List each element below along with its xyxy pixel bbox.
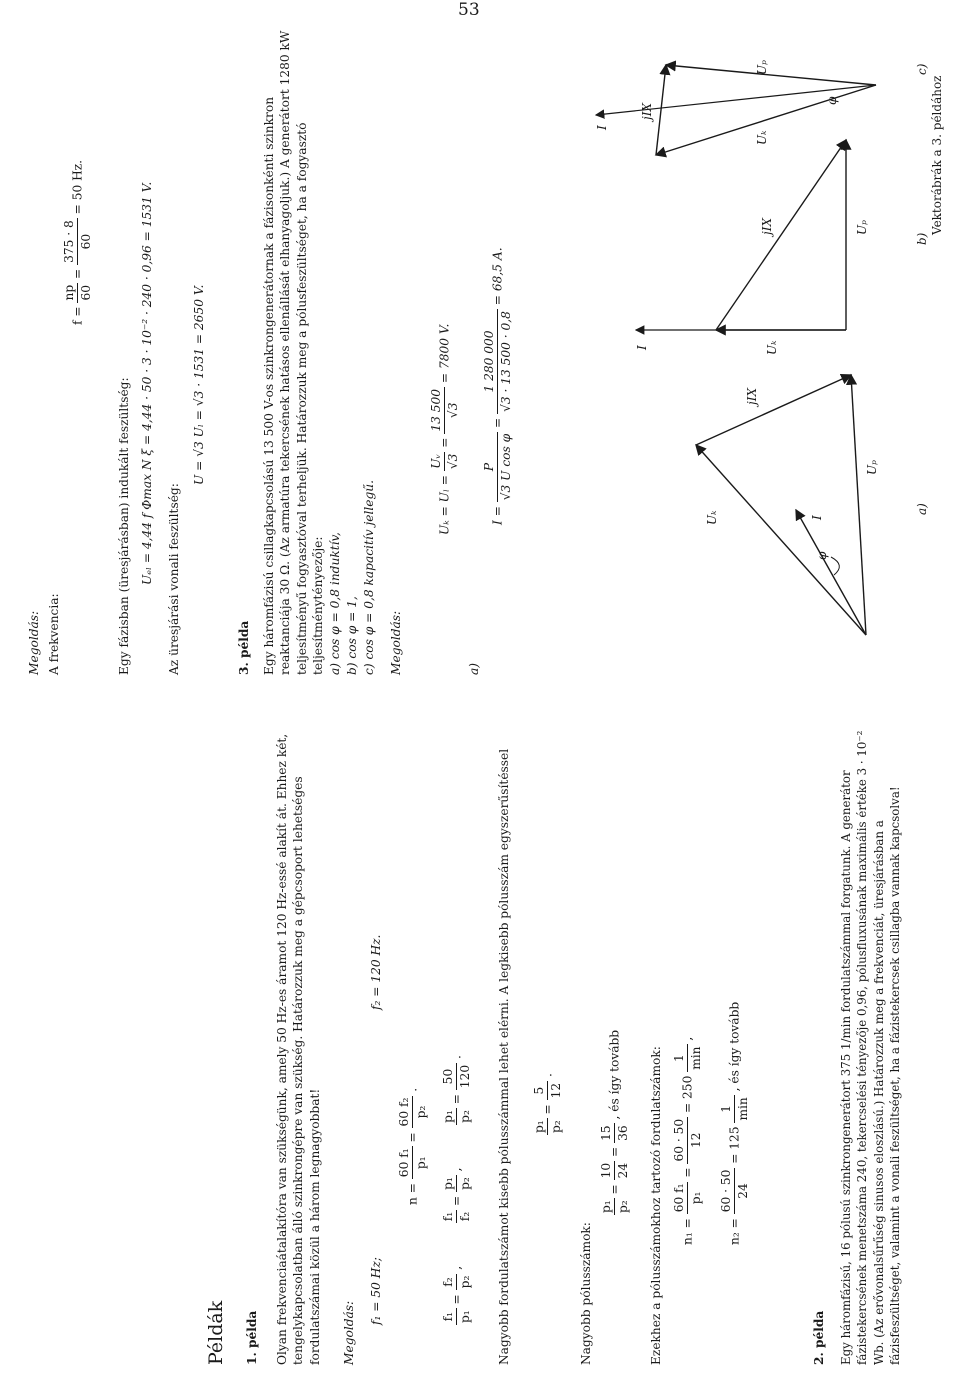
ratio-d-num: p₁ — [440, 1175, 457, 1192]
diagram-a-phi-label: φ — [815, 551, 829, 560]
f2-value: f₂ = 120 Hz. — [369, 934, 383, 1010]
bp-num: p₁ — [598, 1198, 615, 1215]
part-a-label: a) — [467, 662, 481, 675]
n-lhs: n = — [405, 1183, 420, 1205]
rotated-page-content — [26, 25, 944, 1365]
case-c: c) cos φ = 0,8 kapacitív jellegű. — [362, 479, 376, 675]
diagram-a-up-label: Uₚ — [865, 460, 879, 475]
bp-a-den: 24 — [616, 1162, 631, 1179]
example-1-text: Olyan frekvenciaátalakítóra van szükségünk, amely 50 Hz-es áramot 120 Hz-essé alakít át. Ehhez két, tengelykapcsolatban álló szinkrongépre van szükség. Határozzuk meg a gépcsoport lehetséges fordulatszámai közül a három legnagyobbat! — [275, 733, 322, 1365]
simp-num: p₁ — [531, 1118, 548, 1135]
uk-lhs: Uₖ = Uₗ = — [437, 475, 452, 535]
simplified-ratio: p₁ p₂ = 5 12 . — [532, 1073, 564, 1133]
n-f1-num: 60 f₁ — [396, 1146, 413, 1179]
uel-equation: Uₑₗ = 4,44 f Φmax N ξ = 4,44 · 50 · 3 · 10⁻² · 240 · 0,96 = 1531 V. — [140, 181, 154, 585]
simp-den: p₂ — [549, 1120, 564, 1133]
ratio-e-val-num: 50 — [440, 1063, 457, 1090]
vector-diagrams — [536, 25, 946, 675]
example-2-text: Egy háromfázisú, 16 pólusú szinkrongenerátort 375 1/min fordulatszámmal forgatunk. A generátor fázistekercsének menetszáma 240, tekercselési tényezője 0,96, pólusfluxusának maximális értéke 3 · 10⁻² Wb. (Az erővonalsűrűség sinusos eloszlású.) Határozzuk meg a frekvenciát, üresjárásban a fázisfeszültséget, valamint a vonali feszültséget, ha a fázistekercsek csillagba vannak kapcsolva! — [839, 730, 902, 1365]
f-b-den: 60 — [79, 233, 94, 250]
diagram-b-i-label: I — [635, 345, 649, 350]
uk-equation — [428, 324, 462, 535]
bp-a-num: 10 — [598, 1161, 615, 1181]
diagram-c-phi-label: φ — [825, 96, 839, 105]
ratio-e-val-den: 120 — [458, 1064, 473, 1089]
vector-diagram-c — [595, 60, 929, 155]
uk-b-den: √3 — [446, 402, 461, 419]
example-1-title: 1. példa — [245, 1310, 259, 1365]
f-b-num: 375 · 8 — [61, 218, 78, 265]
n2-unit-num: 1 — [718, 1095, 735, 1122]
right-column — [26, 25, 944, 675]
page-number: 53 — [458, 0, 480, 20]
simp-val-num: 5 — [531, 1081, 548, 1101]
n2-a-den: 24 — [736, 1183, 751, 1199]
f-a-num: np — [61, 283, 78, 303]
diagram-c-jix-label: jIX — [640, 102, 654, 120]
i-a-num: P — [481, 432, 498, 502]
diagram-c-i-label: I — [595, 125, 609, 130]
ratio-e-num: p₁ — [440, 1108, 457, 1125]
ratio-equations: f₁ p₁ = f₂ p₂ , f₁ f₂ = p₁ p₂ , p₁ p₂ = 50 120 . — [441, 1055, 473, 1323]
frequency-label: A frekvencia: — [47, 593, 61, 675]
case-b: b) cos φ = 1, — [345, 596, 359, 675]
example-3-solution-label: Megoldás: — [389, 610, 403, 675]
speeds-label: Ezekhez a pólusszámokhoz tartozó fordulatszámok: — [649, 1046, 663, 1365]
bp-den: p₂ — [616, 1200, 631, 1213]
ratio-a-den: p₁ — [458, 1310, 473, 1323]
diagram-a-i-vector — [796, 510, 866, 635]
i-mid: = — [490, 417, 505, 428]
f-a-den: 60 — [79, 284, 94, 301]
n1-val: = 250 — [680, 1075, 695, 1114]
n2-unit-den: min — [736, 1097, 751, 1121]
diagram-b-jix-label: jIX — [760, 217, 774, 235]
n-f2-den: p₂ — [414, 1105, 429, 1119]
n1-unit-den: min — [689, 1046, 704, 1070]
vector-diagram-b — [635, 140, 929, 355]
bp-b-den: 36 — [616, 1125, 631, 1141]
ratio-b-den: p₂ — [458, 1275, 473, 1289]
bigger-poles-label: Nagyobb pólusszámok: — [579, 1222, 593, 1365]
diagram-a-jix-vector — [696, 375, 851, 445]
n1-unit-num: 1 — [671, 1044, 688, 1071]
section-title: Példák — [205, 1300, 227, 1365]
n1-a-den: p₁ — [689, 1191, 704, 1205]
ratio-a-num: f₁ — [440, 1308, 457, 1325]
ratio-b-num: f₂ — [440, 1274, 457, 1291]
n1-a-num: 60 f₁ — [671, 1182, 688, 1215]
n-equation — [396, 1088, 430, 1205]
current-equation — [481, 247, 515, 525]
figure-caption: Vektorábrák a 3. példához — [930, 75, 944, 235]
diagram-c-label: c) — [915, 63, 929, 75]
example-1-solution-label: Megoldás: — [342, 1300, 356, 1365]
n-end: . — [405, 1087, 420, 1092]
uk-val: = 7800 V. — [437, 323, 452, 384]
example-2-solution-label: Megoldás: — [27, 610, 41, 675]
diagram-b-jix-vector — [716, 140, 846, 330]
example-2-title: 2. példa — [812, 1310, 826, 1365]
diagram-a-label: a) — [915, 503, 929, 515]
diagram-a-up-vector — [851, 375, 866, 635]
n2-val: = 125 — [727, 1126, 742, 1164]
ratio-c-num: f₁ — [440, 1210, 457, 1223]
uk-b-num: 13 500 — [428, 387, 445, 434]
diagram-a-uk-label: Uₖ — [705, 510, 719, 525]
diagram-c-up-label: Uₚ — [755, 60, 769, 75]
n1-b-den: 12 — [689, 1132, 704, 1148]
n2-a-num: 60 · 50 — [718, 1168, 735, 1215]
bp-b-num: 15 — [598, 1123, 615, 1143]
n2-lhs: n₂ = — [727, 1218, 742, 1245]
simp-val-den: 12 — [549, 1082, 564, 1099]
ratio-e-den: p₂ — [458, 1110, 473, 1123]
i-lhs: I = — [490, 506, 505, 525]
frequency-equation: f = np 60 = 375 · 8 60 = 50 Hz. — [62, 159, 94, 325]
diagram-a-jix-label: jIX — [745, 387, 759, 405]
example-3-text: Egy háromfázisú csillagkapcsolású 13 500 V-os szinkrongenerátornak a fázisonkénti szinkron reaktanciája 30 Ω. (Az armatúra tekercsének hatásos ellenállását elhanyagoljuk.) A generátort 1280 kW teljesítményű fogyasztóval terheljük. Határozzuk meg a pólusfeszültséget, ha a fogyasztó teljesítménytényezője: — [262, 30, 326, 675]
f-lhs: f = — [70, 306, 85, 325]
uk-a-den: √3 — [446, 453, 461, 470]
ratio-d-den: p₂ — [458, 1177, 473, 1190]
diagram-a-i-label: I — [810, 515, 824, 520]
n2-tail: , és így tovább — [727, 1001, 742, 1092]
f1-value: f₁ = 50 Hz; — [369, 1257, 383, 1325]
vector-diagram-a — [696, 375, 929, 635]
left-column — [26, 705, 941, 1365]
uk-a-num: Uᵥ — [428, 452, 445, 472]
i-b-num: 1 280 000 — [481, 309, 498, 414]
n1-b-num: 60 · 50 — [671, 1117, 688, 1164]
bp-tail: , és így tovább — [607, 1029, 622, 1120]
bigger-poles-equation: p₁ p₂ = 10 24 = 15 36 , és így tovább — [599, 1029, 631, 1213]
diagram-c-jix-vector — [656, 65, 666, 155]
i-a-den: √3 U cos φ — [499, 433, 514, 501]
diagram-c-uk-label: Uₖ — [755, 130, 769, 145]
i-b-den: √3 · 13 500 · 0,8 — [499, 311, 514, 412]
line-voltage-label: Az üresjárási vonali feszültség: — [167, 483, 181, 675]
diagram-b-uk-label: Uₖ — [765, 340, 779, 355]
n1-lhs: n₁ = — [680, 1218, 695, 1245]
diagram-b-label: b) — [915, 232, 929, 245]
uk-mid: = — [437, 437, 452, 448]
u-equation: U = √3 Uₗ = √3 · 1531 = 2650 V. — [192, 284, 206, 485]
nagyobb-text: Nagyobb fordulatszámot kisebb pólusszámmal lehet elérni. A legkisebb pólusszám egyszerűsítéssel — [497, 748, 511, 1365]
diagram-c-up-vector — [666, 65, 876, 85]
n2-equation — [718, 1002, 752, 1245]
n1-tail: , — [680, 1036, 695, 1041]
n-eq: = — [405, 1132, 420, 1143]
n1-equation: n₁ = 60 f₁ p₁ = 60 · 50 12 = 250 1 min , — [672, 1036, 704, 1245]
n-f1-den: p₁ — [414, 1156, 429, 1170]
diagram-b-up-label: Uₚ — [855, 220, 869, 235]
ratio-c-den: f₂ — [458, 1211, 473, 1222]
f-val: = 50 Hz. — [70, 159, 85, 215]
example-3-title: 3. példa — [237, 620, 251, 675]
diagram-a-uk-vector — [696, 445, 866, 635]
case-a: a) cos φ = 0,8 induktív, — [328, 532, 342, 675]
diagram-a-phi-arc — [831, 557, 839, 575]
i-val: = 68,5 A. — [490, 247, 505, 306]
n-f2-num: 60 f₂ — [396, 1096, 413, 1129]
phase-voltage-label: Egy fázisban (üresjárásban) indukált feszültség: — [117, 377, 131, 675]
